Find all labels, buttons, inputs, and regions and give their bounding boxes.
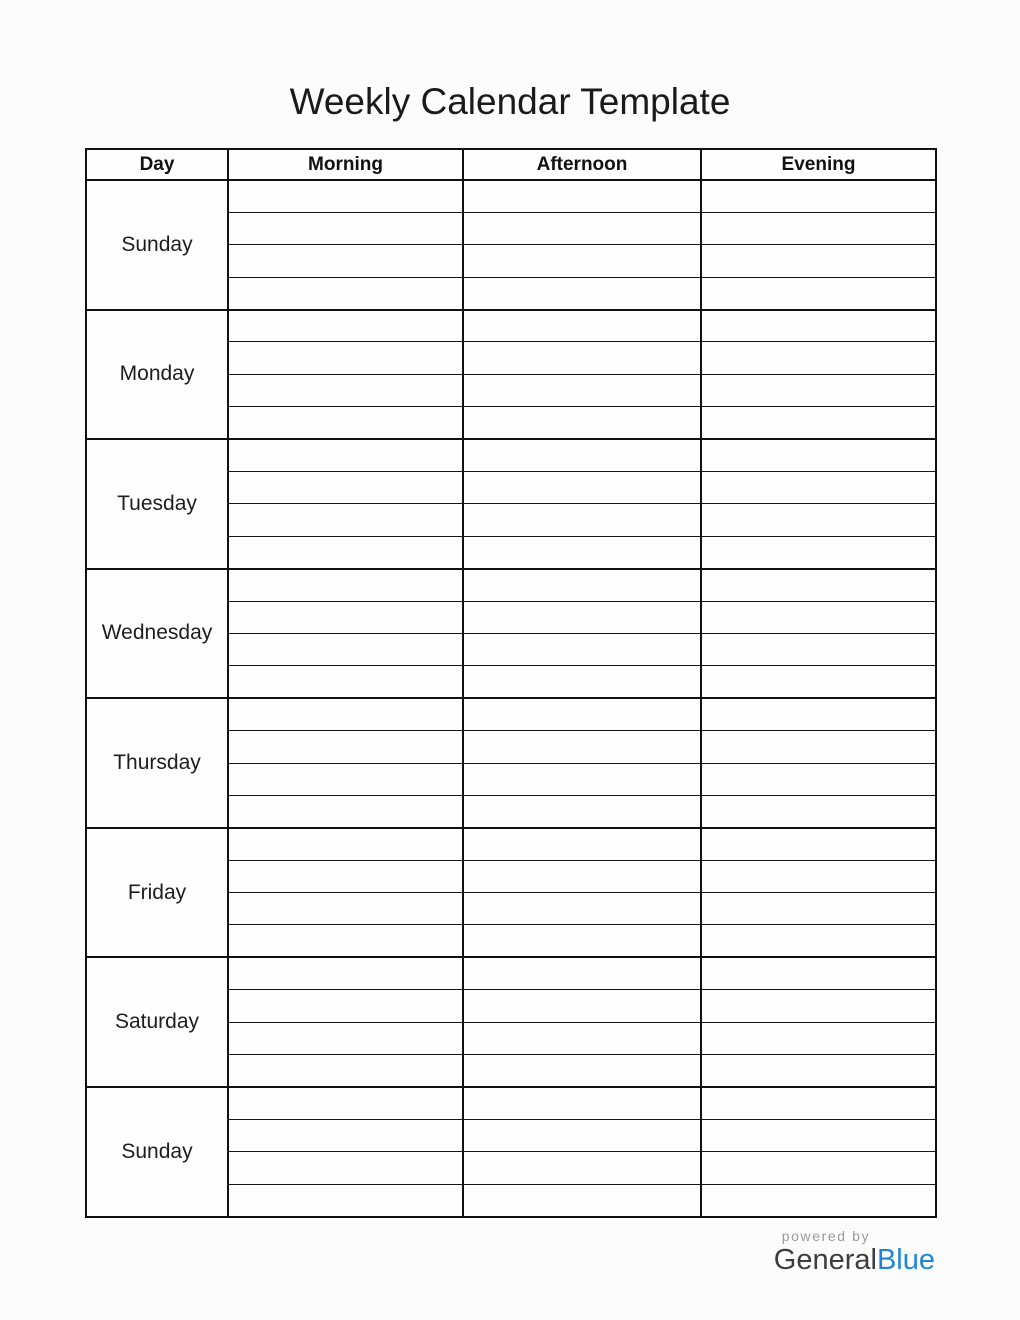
slot-cell <box>228 1152 463 1184</box>
slot-cell <box>701 698 936 730</box>
slot-cell <box>463 342 701 374</box>
slot-cell <box>701 990 936 1022</box>
col-header-evening: Evening <box>701 149 936 180</box>
slot-cell <box>701 1087 936 1119</box>
slot-cell <box>463 1119 701 1151</box>
slot-cell <box>701 245 936 277</box>
slot-cell <box>463 374 701 406</box>
col-header-afternoon: Afternoon <box>463 149 701 180</box>
slot-cell <box>228 407 463 439</box>
slot-cell <box>463 407 701 439</box>
slot-cell <box>228 666 463 698</box>
page-title: Weekly Calendar Template <box>289 81 731 122</box>
calendar-row <box>86 828 936 860</box>
calendar-row <box>86 569 936 601</box>
slot-cell <box>463 439 701 471</box>
slot-cell <box>228 1055 463 1087</box>
slot-cell <box>463 1087 701 1119</box>
slot-cell <box>463 277 701 309</box>
slot-cell <box>463 472 701 504</box>
slot-cell <box>701 1022 936 1054</box>
calendar-body <box>86 180 936 1217</box>
slot-cell <box>463 1152 701 1184</box>
col-header-morning: Morning <box>228 149 463 180</box>
slot-cell <box>463 633 701 665</box>
slot-cell <box>228 601 463 633</box>
slot-cell <box>463 893 701 925</box>
slot-cell <box>228 633 463 665</box>
slot-cell <box>463 536 701 568</box>
slot-cell <box>228 763 463 795</box>
header-row <box>86 149 936 180</box>
slot-cell <box>463 1184 701 1216</box>
slot-cell <box>228 795 463 827</box>
day-cell: Sunday <box>86 180 228 310</box>
slot-cell <box>701 374 936 406</box>
slot-cell <box>701 1184 936 1216</box>
calendar-row <box>86 439 936 471</box>
day-cell: Friday <box>86 828 228 958</box>
slot-cell <box>228 698 463 730</box>
slot-cell <box>463 569 701 601</box>
slot-cell <box>463 180 701 212</box>
calendar-row <box>86 698 936 730</box>
slot-cell <box>228 277 463 309</box>
slot-cell <box>701 828 936 860</box>
slot-cell <box>463 860 701 892</box>
slot-cell <box>701 310 936 342</box>
slot-cell <box>228 1184 463 1216</box>
slot-cell <box>228 374 463 406</box>
slot-cell <box>701 1152 936 1184</box>
slot-cell <box>463 731 701 763</box>
calendar-row <box>86 310 936 342</box>
slot-cell <box>228 731 463 763</box>
slot-cell <box>701 277 936 309</box>
slot-cell <box>701 893 936 925</box>
slot-cell <box>701 731 936 763</box>
calendar-row <box>86 180 936 212</box>
slot-cell <box>463 245 701 277</box>
slot-cell <box>228 828 463 860</box>
slot-cell <box>463 212 701 244</box>
slot-cell <box>701 925 936 957</box>
slot-cell <box>701 212 936 244</box>
day-cell: Monday <box>86 310 228 440</box>
brand-general-text: General <box>773 1244 877 1276</box>
slot-cell <box>228 536 463 568</box>
slot-cell <box>701 536 936 568</box>
slot-cell <box>701 180 936 212</box>
slot-cell <box>463 925 701 957</box>
slot-cell <box>228 893 463 925</box>
slot-cell <box>228 504 463 536</box>
calendar-row <box>86 957 936 989</box>
brand-blue-text: Blue <box>876 1244 935 1276</box>
slot-cell <box>228 212 463 244</box>
slot-cell <box>463 1055 701 1087</box>
slot-cell <box>228 310 463 342</box>
slot-cell <box>701 504 936 536</box>
slot-cell <box>463 504 701 536</box>
slot-cell <box>228 957 463 989</box>
brand-footer <box>774 1228 935 1275</box>
slot-cell <box>463 1022 701 1054</box>
slot-cell <box>701 763 936 795</box>
slot-cell <box>701 633 936 665</box>
slot-cell <box>228 1087 463 1119</box>
slot-cell <box>228 180 463 212</box>
day-cell: Saturday <box>86 957 228 1087</box>
day-cell: Thursday <box>86 698 228 828</box>
col-header-day: Day <box>86 149 228 180</box>
slot-cell <box>463 957 701 989</box>
slot-cell <box>701 601 936 633</box>
slot-cell <box>228 990 463 1022</box>
slot-cell <box>701 342 936 374</box>
slot-cell <box>463 310 701 342</box>
slot-cell <box>463 795 701 827</box>
calendar-row <box>86 1087 936 1119</box>
slot-cell <box>463 990 701 1022</box>
slot-cell <box>228 1119 463 1151</box>
slot-cell <box>228 1022 463 1054</box>
generalblue-logo <box>774 1245 935 1275</box>
day-cell: Wednesday <box>86 569 228 699</box>
slot-cell <box>701 1055 936 1087</box>
slot-cell <box>463 666 701 698</box>
slot-cell <box>701 957 936 989</box>
slot-cell <box>701 1119 936 1151</box>
slot-cell <box>228 925 463 957</box>
powered-by-label: powered by <box>781 1228 871 1244</box>
slot-cell <box>463 828 701 860</box>
slot-cell <box>228 472 463 504</box>
slot-cell <box>228 342 463 374</box>
slot-cell <box>228 245 463 277</box>
slot-cell <box>228 439 463 471</box>
day-cell: Tuesday <box>86 439 228 569</box>
slot-cell <box>228 569 463 601</box>
slot-cell <box>701 860 936 892</box>
slot-cell <box>701 569 936 601</box>
day-cell: Sunday <box>86 1087 228 1217</box>
weekly-calendar-table <box>85 148 937 1218</box>
slot-cell <box>701 439 936 471</box>
slot-cell <box>228 860 463 892</box>
slot-cell <box>463 698 701 730</box>
slot-cell <box>701 666 936 698</box>
slot-cell <box>463 763 701 795</box>
slot-cell <box>701 407 936 439</box>
slot-cell <box>701 795 936 827</box>
slot-cell <box>701 472 936 504</box>
slot-cell <box>463 601 701 633</box>
